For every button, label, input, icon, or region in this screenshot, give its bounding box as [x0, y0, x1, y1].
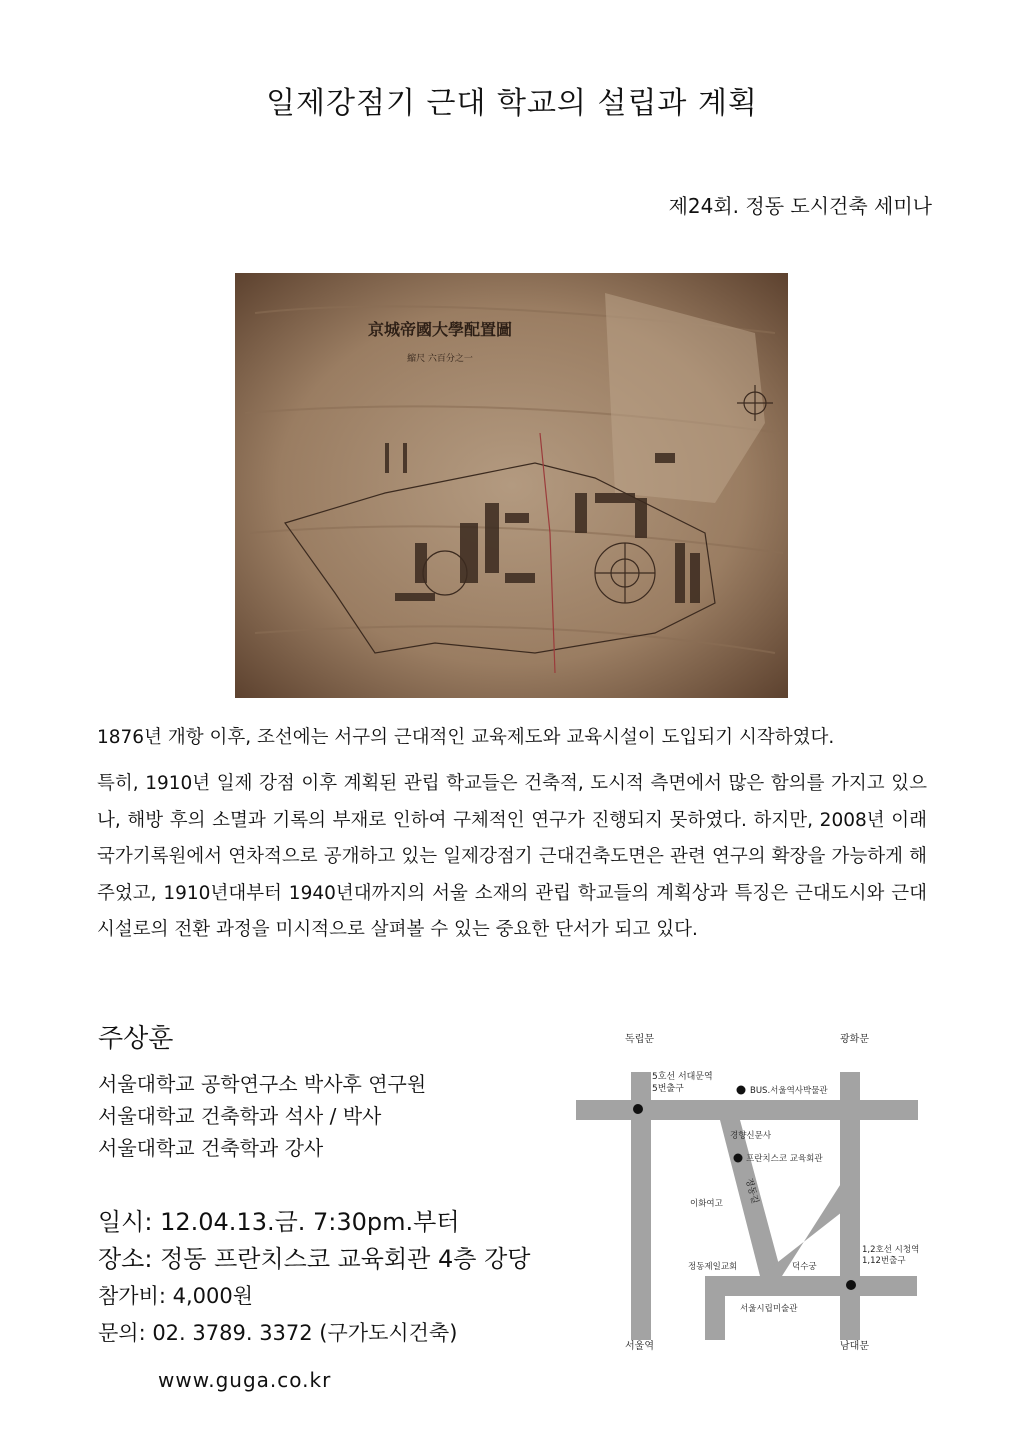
speaker-credentials [98, 1068, 426, 1164]
map-label-deoksugung: 덕수궁 [792, 1262, 817, 1272]
map-label-namdaemun: 남대문 [840, 1341, 869, 1352]
map-label-ewha: 이화여고 [690, 1199, 723, 1209]
map-label-bus: BUS.서울역사박물관 [750, 1086, 828, 1096]
campus-plan-image [235, 273, 788, 698]
plan-title-text: 京城帝國大學配置圖 [367, 320, 513, 339]
credential-item: 서울대학교 건축학과 강사 [98, 1136, 324, 1160]
location-map [570, 1022, 930, 1352]
venue-marker [734, 1154, 743, 1163]
event-info [98, 1204, 530, 1352]
map-label-kyunghyang: 경향신문사 [730, 1131, 772, 1141]
map-label-jeongdong-road: 정동길 [743, 1177, 760, 1205]
credential-item: 서울대학교 공학연구소 박사후 연구원 [98, 1072, 427, 1096]
map-label-gwanghwamun: 광화문 [840, 1034, 869, 1045]
intro-paragraph-1: 1876년 개항 이후, 조선에는 서구의 근대적인 교육제도와 교육시설이 도입되기 시작하였다. [97, 727, 835, 748]
speaker-name: 주상훈 [98, 1024, 174, 1054]
map-road-south-branch [705, 1276, 725, 1340]
bus-stop-marker [737, 1086, 746, 1095]
map-label-seodaemun-exit: 5번출구 [652, 1084, 684, 1094]
map-label-francisco: 프란치스코 교육회관 [746, 1154, 823, 1164]
map-label-seoul-station: 서울역 [625, 1341, 654, 1352]
event-date: 일시: 12.04.13.금. 7:30pm.부터 [98, 1208, 460, 1236]
map-road-north [576, 1100, 918, 1120]
map-label-jeongdong-church: 정동제일교회 [688, 1262, 738, 1272]
map-label-dongnimmun: 독립문 [625, 1034, 654, 1045]
intro-paragraph-2: 특히, 1910년 일제 강점 이후 계획된 관립 학교들은 건축적, 도시적 측면에서 많은 함의를 가지고 있으나, 해방 후의 소멸과 기록의 부재로 인하여 구체적인 연구가 진행되지 못하였다. 하지만, 2008년 이래 국가기록원에서 연차적으로 공개하고 있는 일제강점기 근대건축도면은 관련 연구의 확장을 가능하게 해주었고, 1910년대부터 1940년대까지의 서울 소재의 관립 학교들의 계획상과 특징은 근대도시와 근대시설로의 전환 과정을 미시적으로 살펴볼 수 있는 중요한 단서가 되고 있다. [97, 773, 927, 940]
event-contact: 문의: 02. 3789. 3372 (구가도시건축) [98, 1321, 458, 1345]
plan-scale-text: 縮尺 六百分之一 [407, 354, 473, 364]
cityhall-station-marker [846, 1280, 856, 1290]
map-road-south [705, 1276, 917, 1296]
campus-plan-drawing [235, 273, 788, 698]
page-title: 일제강점기 근대 학교의 설립과 계획 [266, 86, 758, 121]
website-link[interactable]: www.guga.co.kr [158, 1368, 332, 1392]
seminar-subtitle: 제24회. 정동 도시건축 세미나 [668, 194, 932, 218]
map-label-seodaemun-line: 5호선 서대문역 [652, 1072, 713, 1082]
credential-item: 서울대학교 건축학과 석사 / 박사 [98, 1104, 382, 1128]
map-label-cityhall-exit: 1,12번출구 [862, 1256, 906, 1266]
map-label-museum: 서울시립미술관 [740, 1304, 798, 1314]
event-place: 장소: 정동 프란치스코 교육회관 4층 강당 [98, 1245, 531, 1273]
seodaemun-station-marker [633, 1104, 643, 1114]
map-label-cityhall-line: 1,2호선 시청역 [862, 1245, 920, 1255]
event-fee: 참가비: 4,000원 [98, 1284, 254, 1308]
